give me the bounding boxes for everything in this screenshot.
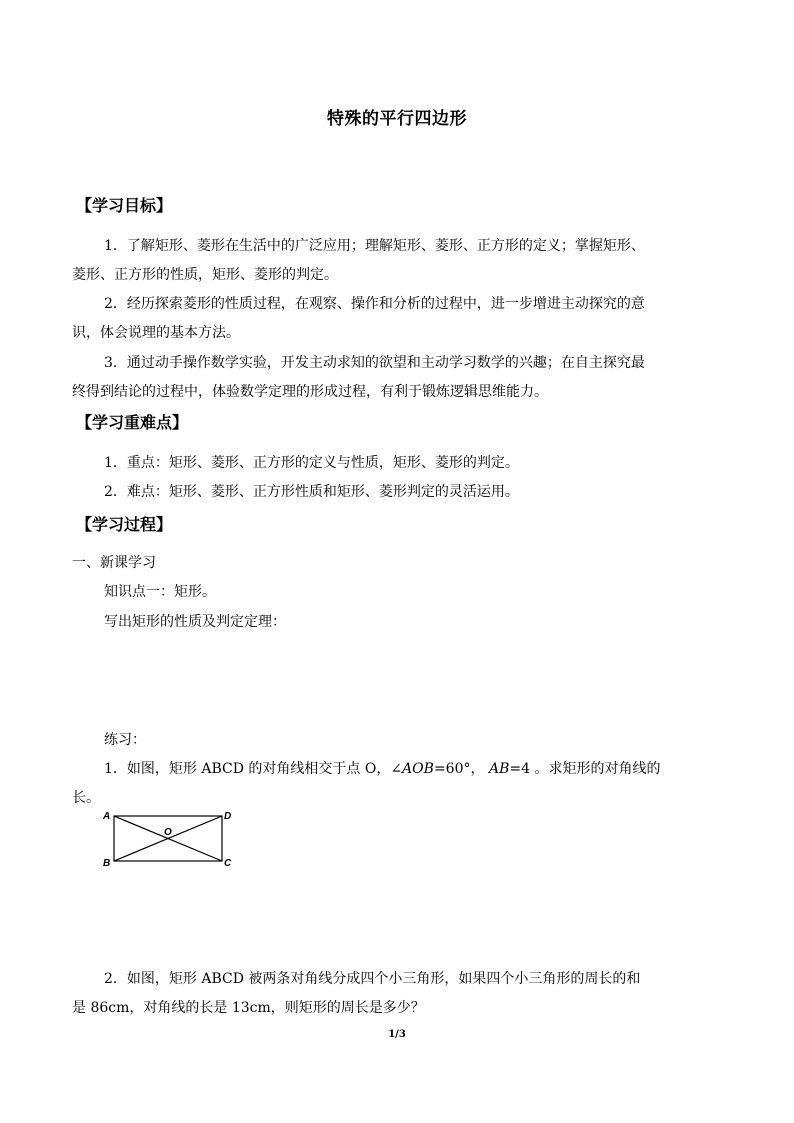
label-b: B [103,858,111,868]
objective-3-line-1: 3．通过动手操作数学实验，开发主动求知的欲望和主动学习数学的兴趣；在自主探究最 [104,355,645,371]
objective-2-line-1: 2．经历探索菱形的性质过程，在观察、操作和分析的过程中，进一步增进主动探究的意 [104,296,645,312]
q1-text-c: =4 。求矩形的对角线的 [509,761,661,777]
objective-1-line-1: 1．了解矩形、菱形在生活中的广泛应用；理解矩形、菱形、正方形的定义；掌握矩形、 [104,238,645,254]
objectives-heading: 【学习目标】 [76,196,173,215]
q1-text-b: =60°， [433,761,485,777]
q1-angle: ∠AOB [390,761,434,777]
label-d: D [224,811,232,822]
task-prompt: 写出矩形的性质及判定定理： [104,614,286,630]
q1-ab: AB [488,761,510,777]
label-o: O [164,827,172,838]
key-point-2: 2．难点：矩形、菱形、正方形性质和矩形、菱形判定的灵活运用。 [104,484,519,500]
objective-3-line-2: 终得到结论的过程中，体验数学定理的形成过程，有利于锻炼逻辑思维能力。 [72,384,548,400]
page-number: 1/3 [388,1029,406,1040]
question-1-line-1 [104,758,660,778]
page-title: 特殊的平行四边形 [327,109,467,129]
key-points-heading: 【学习重难点】 [76,413,189,432]
objective-2-line-2: 识，体会说理的基本方法。 [72,325,240,341]
label-c: C [224,858,232,868]
process-heading: 【学习过程】 [76,515,173,534]
rectangle-figure [100,806,240,868]
exercise-label: 练习： [104,732,146,748]
label-a: A [103,811,111,822]
key-point-1: 1．重点：矩形、菱形、正方形的定义与性质，矩形、菱形的判定。 [104,455,519,471]
knowledge-point-1: 知识点一：矩形。 [104,584,216,600]
question-2-line-2: 是 86cm，对角线的长是 13cm，则矩形的周长是多少？ [72,1000,425,1016]
objective-1-line-2: 菱形、正方形的性质，矩形、菱形的判定。 [72,267,338,283]
question-1-line-2: 长。 [72,790,100,806]
part-1-heading: 一、新课学习 [72,555,156,571]
q1-text-a: 1．如图，矩形 ABCD 的对角线相交于点 O， [104,761,391,777]
question-2-line-1: 2．如图，矩形 ABCD 被两条对角线分成四个小三角形，如果四个小三角形的周长的和 [104,971,641,987]
